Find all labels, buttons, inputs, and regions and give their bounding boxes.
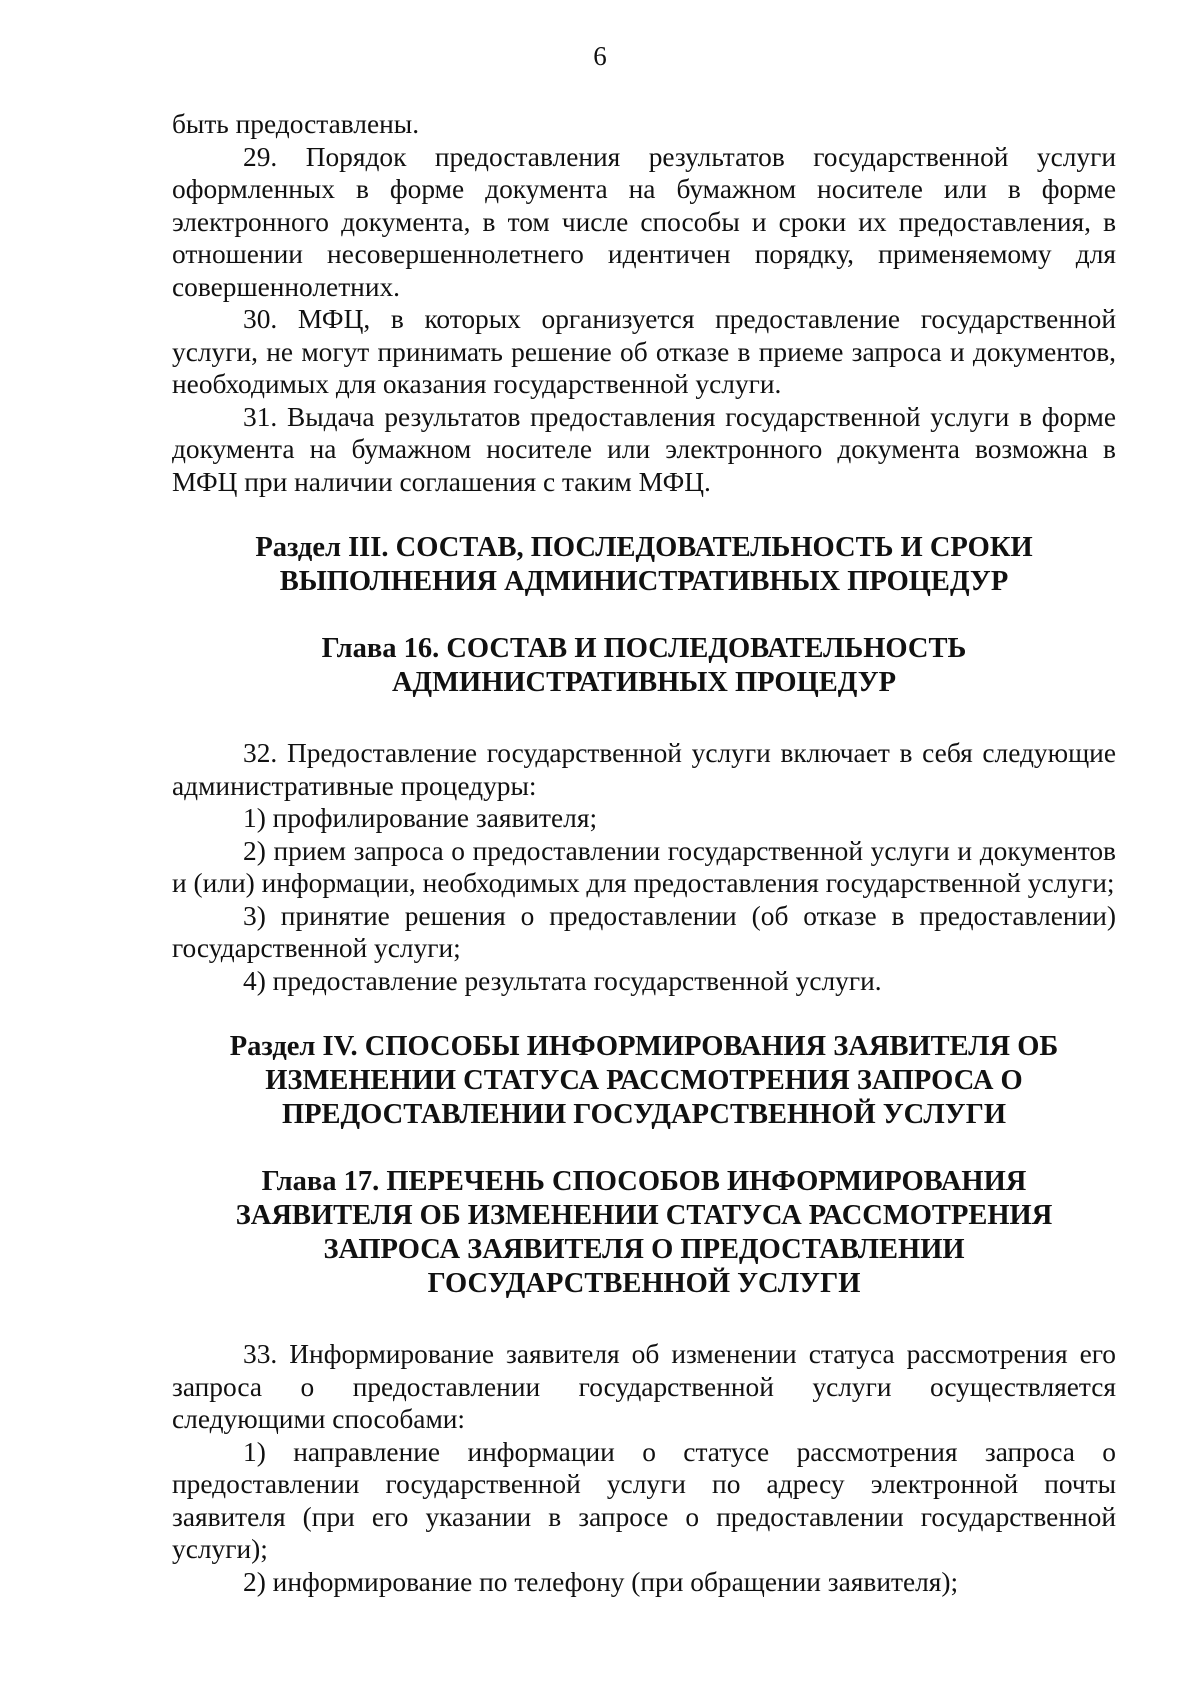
section-4-heading: Раздел IV. СПОСОБЫ ИНФОРМИРОВАНИЯ ЗАЯВИТЕЛЯ ОБ ИЗМЕНЕНИИ СТАТУСА РАССМОТРЕНИЯ ЗАПРОСА О ПРЕДОСТАВЛЕНИИ ГОСУДАРСТВЕННОЙ УСЛУГИ: [229, 1031, 1059, 1130]
paragraph-33-item-2: 2) информирование по телефону (при обращении заявителя);: [243, 1566, 959, 1597]
paragraph-32-item-2: 2) прием запроса о предоставлении государственной услуги и документов и (или) информации, необходимых для предоставления государственной услуги;: [172, 835, 1116, 898]
paragraph-32-item-3: 3) принятие решения о предоставлении (об отказе в предоставлении) государственной услуги;: [172, 900, 1116, 963]
paragraph-32-item-1: 1) профилирование заявителя;: [243, 803, 598, 833]
chapter-17-heading: Глава 17. ПЕРЕЧЕНЬ СПОСОБОВ ИНФОРМИРОВАНИЯ ЗАЯВИТЕЛЯ ОБ ИЗМЕНЕНИИ СТАТУСА РАССМОТРЕНИЯ ЗАПРОСА ЗАЯВИТЕЛЯ О ПРЕДОСТАВЛЕНИИ ГОСУДАРСТВЕННОЙ УСЛУГИ: [235, 1166, 1053, 1299]
paragraph-continuation: быть предоставлены.: [172, 109, 420, 139]
paragraph-32: 32. Предоставление государственной услуги включает в себя следующие административные процедуры:: [172, 738, 1116, 801]
paragraph-30: 30. МФЦ, в которых организуется предоставление государственной услуги, не могут принимать решение об отказе в приеме запроса и документов, необходимых для оказания государственной услуги.: [172, 304, 1116, 399]
paragraph-33-item-1: 1) направление информации о статусе рассмотрения запроса о предоставлении государственной услуги по адресу электронной почты заявителя (при его указании в запросе о предоставлении государственной услуги);: [172, 1436, 1116, 1564]
paragraph-29: 29. Порядок предоставления результатов государственной услуги оформленных в форме документа на бумажном носителе или в форме электронного документа, в том числе способы и сроки их предоставления, в отношении несовершеннолетнего идентичен порядку, применяемому для совершеннолетних.: [172, 141, 1116, 302]
document-body: [172, 108, 1116, 1598]
paragraph-31: 31. Выдача результатов предоставления государственной услуги в форме документа на бумажном носителе или электронного документа возможна в МФЦ при наличии соглашения с таким МФЦ.: [172, 401, 1116, 497]
chapter-16-heading: Глава 16. СОСТАВ И ПОСЛЕДОВАТЕЛЬНОСТЬ АДМИНИСТРАТИВНЫХ ПРОЦЕДУР: [321, 633, 967, 698]
paragraph-33: 33. Информирование заявителя об изменении статуса рассмотрения его запроса о предоставлении государственной услуги осуществляется следующими способами:: [172, 1339, 1116, 1434]
section-3-heading: Раздел III. СОСТАВ, ПОСЛЕДОВАТЕЛЬНОСТЬ И СРОКИ ВЫПОЛНЕНИЯ АДМИНИСТРАТИВНЫХ ПРОЦЕДУР: [255, 532, 1033, 597]
page-number: 6: [593, 41, 607, 71]
paragraph-32-item-4: 4) предоставление результата государственной услуги.: [243, 965, 882, 996]
